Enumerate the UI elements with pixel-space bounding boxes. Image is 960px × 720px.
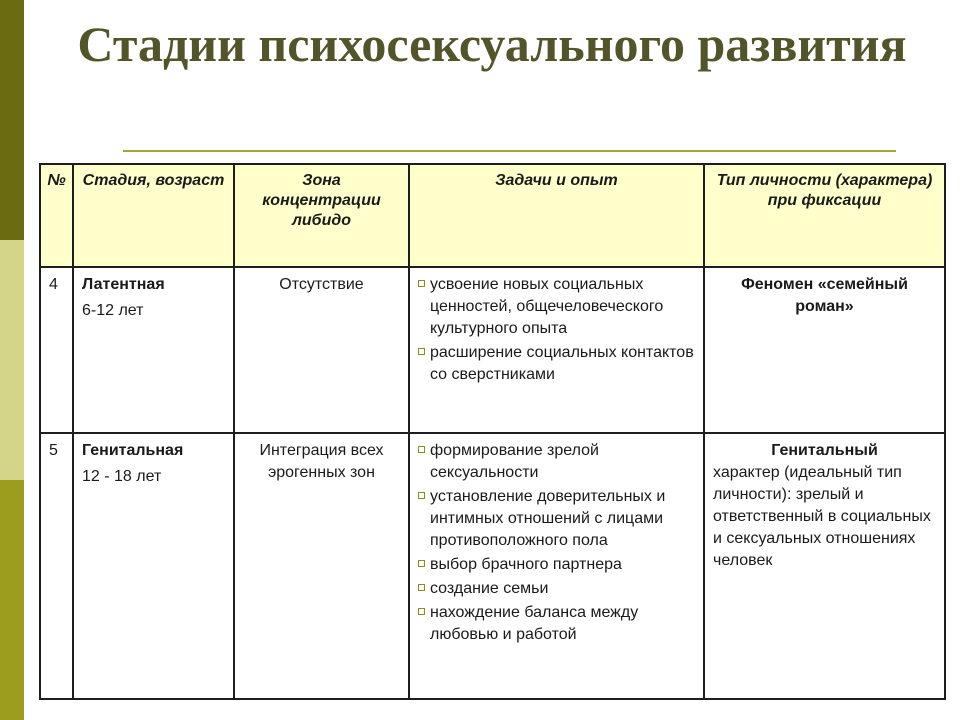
task-item: усвоение новых социальных ценностей, общечеловеческого культурного опыта bbox=[418, 274, 695, 340]
stage-cell bbox=[73, 433, 234, 699]
header-stage: Стадия, возраст bbox=[73, 164, 234, 267]
header-type: Тип личности (характера) при фиксации bbox=[704, 164, 945, 267]
type-title: Генитальный bbox=[771, 442, 878, 459]
tasks-cell bbox=[409, 267, 704, 433]
type-text: характер (идеальный тип личности): зрелый и ответственный в социальных и сексуальных отношениях человек bbox=[713, 464, 931, 569]
table-header-row bbox=[40, 164, 945, 267]
stages-table bbox=[39, 163, 946, 700]
table-row bbox=[40, 267, 945, 433]
type-cell bbox=[704, 433, 945, 699]
side-bar-bottom bbox=[0, 480, 24, 720]
header-tasks: Задачи и опыт bbox=[409, 164, 704, 267]
tasks-list bbox=[418, 440, 695, 646]
header-zone: Зона концентрации либидо bbox=[234, 164, 409, 267]
task-item: формирование зрелой сексуальности bbox=[418, 440, 695, 484]
zone-text: Отсутствие bbox=[279, 276, 364, 293]
type-cell bbox=[704, 267, 945, 433]
tasks-cell bbox=[409, 433, 704, 699]
side-bar-top bbox=[0, 0, 24, 240]
task-item: нахождение баланса между любовью и работой bbox=[418, 602, 695, 646]
task-item: выбор брачного партнера bbox=[418, 554, 695, 576]
task-item: установление доверительных и интимных отношений с лицами противоположного пола bbox=[418, 486, 695, 552]
stage-age: 12 - 18 лет bbox=[82, 468, 162, 485]
row-num: 5 bbox=[40, 433, 73, 699]
zone-cell bbox=[234, 433, 409, 699]
row-num: 4 bbox=[40, 267, 73, 433]
task-item: создание семьи bbox=[418, 578, 695, 600]
title-divider bbox=[123, 150, 896, 152]
stage-age: 6-12 лет bbox=[82, 302, 144, 319]
stage-name: Латентная bbox=[82, 276, 165, 293]
type-title: Феномен «семейный роман» bbox=[741, 276, 908, 315]
header-num: № bbox=[40, 164, 73, 267]
task-item: расширение социальных контактов со сверстниками bbox=[418, 342, 695, 386]
table-row bbox=[40, 433, 945, 699]
side-bar-middle bbox=[0, 240, 24, 480]
stage-name: Генитальная bbox=[82, 442, 184, 459]
tasks-list bbox=[418, 274, 695, 386]
zone-text: Интеграция всех эрогенных зон bbox=[259, 442, 384, 481]
slide-title: Стадии психосексуального развития bbox=[77, 16, 907, 72]
zone-cell bbox=[234, 267, 409, 433]
stage-cell bbox=[73, 267, 234, 433]
